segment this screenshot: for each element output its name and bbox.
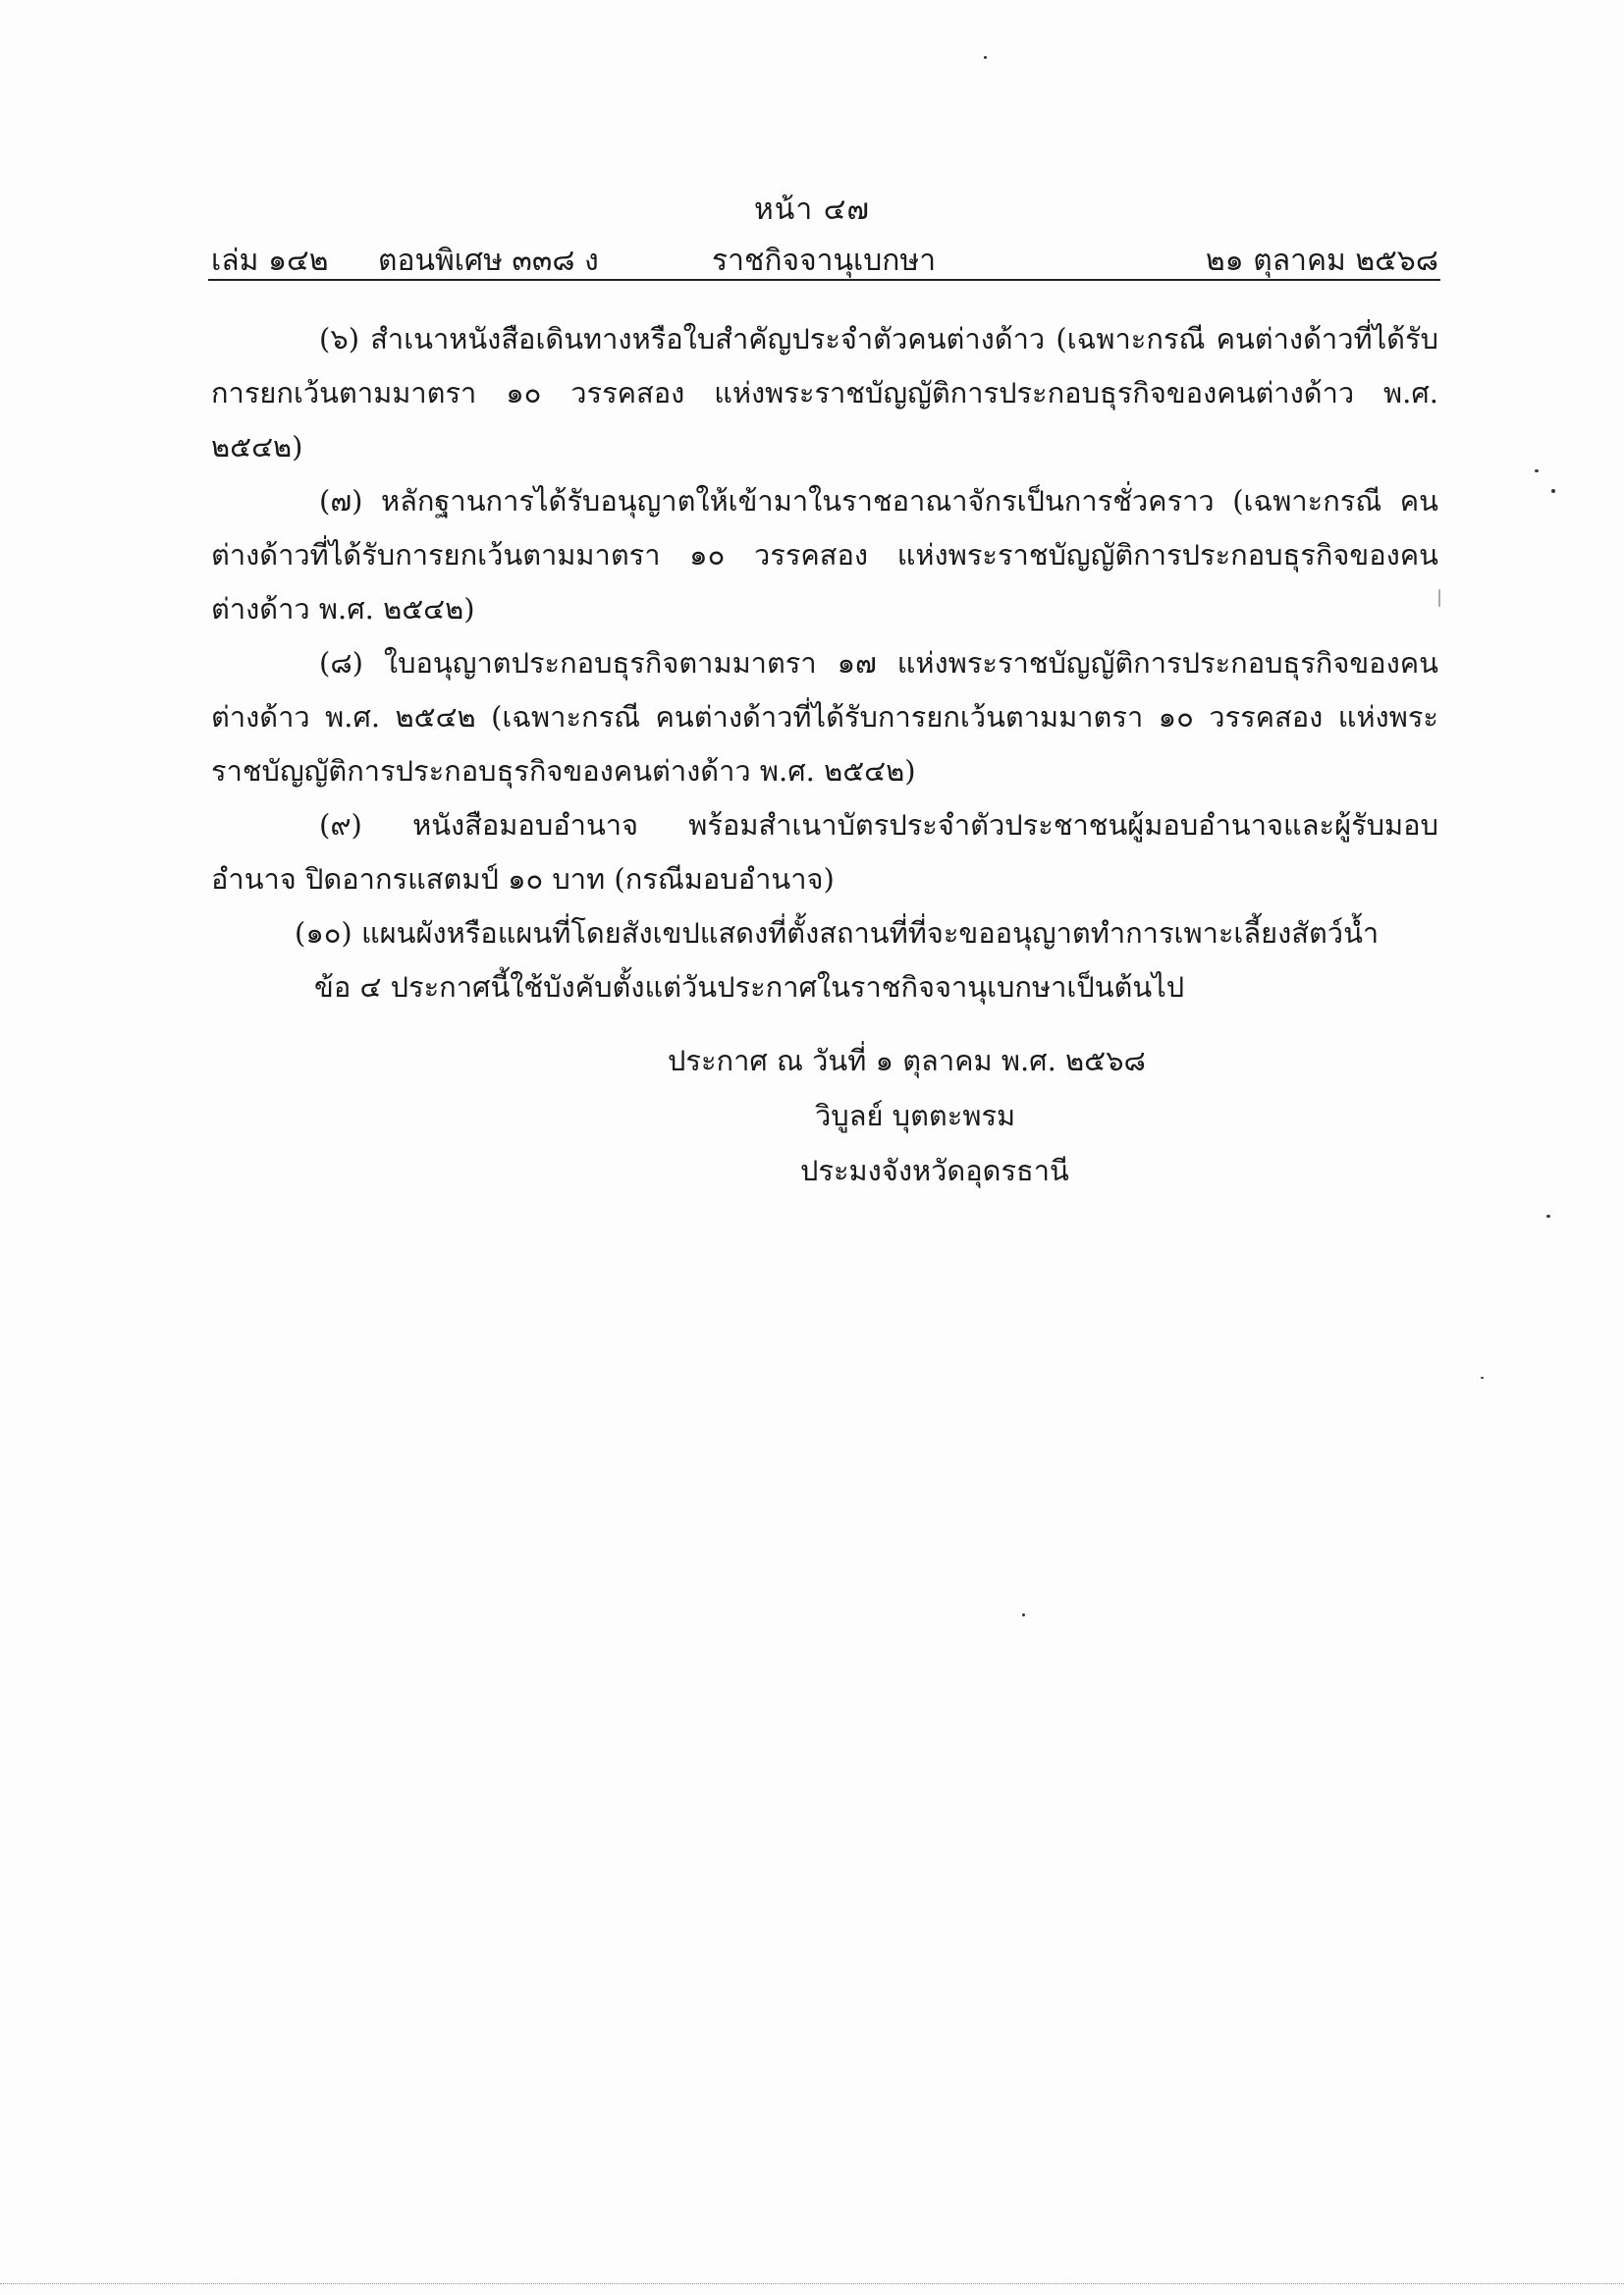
scan-speck: [1022, 1613, 1025, 1616]
announcement-date: ประกาศ ณ วันที่ ๑ ตุลาคม พ.ศ. ๒๕๖๘: [668, 1044, 1146, 1077]
item-7: (๗) หลักฐานการได้รับอนุญาตให้เข้ามาในราชอาณาจักรเป็นการชั่วคราว (เฉพาะกรณี คนต่างด้าวที่ได้รับการยกเว้นตามมาตรา ๑๐ วรรคสอง แห่งพระราชบัญญัติการประกอบธุรกิจของคนต่างด้าว พ.ศ. ๒๕๔๒): [211, 484, 1438, 626]
scan-speck: [1535, 469, 1539, 472]
scan-speck: [1438, 589, 1440, 607]
item-6: (๖) สำเนาหนังสือเดินทางหรือใบสำคัญประจำตัวคนต่างด้าว (เฉพาะกรณี คนต่างด้าวที่ได้รับการยกเว้นตามมาตรา ๑๐ วรรคสอง แห่งพระราชบัญญัติการประกอบธุรกิจของคนต่างด้าว พ.ศ. ๒๕๔๒): [211, 322, 1438, 464]
scan-bottom-edge: [0, 2283, 1624, 2286]
header-divider: [208, 279, 1440, 281]
clause-4: ข้อ ๔ ประกาศนี้ใช้บังคับตั้งแต่วันประกาศในราชกิจจานุเบกษาเป็นต้นไป: [314, 970, 1185, 1004]
signature-block: [668, 1033, 1355, 1198]
item-10: (๑๐) แผนผังหรือแผนที่โดยสังเขปแสดงที่ตั้งสถานที่ที่จะขออนุญาตทำการเพาะเลี้ยงสัตว์น้ำ: [295, 916, 1380, 950]
scan-speck: [1546, 1215, 1550, 1218]
page-number: หน้า ๔๗: [754, 192, 870, 227]
scan-speck: [1481, 1377, 1484, 1379]
gazette-header: [211, 238, 1438, 281]
scan-speck: [984, 56, 987, 59]
scan-speck: [1551, 489, 1555, 493]
publication-date: ๒๑ ตุลาคม ๒๕๖๘: [1205, 244, 1438, 278]
item-8: (๘) ใบอนุญาตประกอบธุรกิจตามมาตรา ๑๗ แห่งพระราชบัญญัติการประกอบธุรกิจของคนต่างด้าว พ.ศ. ๒๕๔๒ (เฉพาะกรณี คนต่างด้าวที่ได้รับการยกเว้นตามมาตรา ๑๐ วรรคสอง แห่งพระราชบัญญัติการประกอบธุรกิจของคนต่างด้าว พ.ศ. ๒๕๔๒): [211, 646, 1438, 788]
signatory-name: วิบูลย์ บุตตะพรม: [815, 1099, 1016, 1132]
gazette-name: ราชกิจจานุเบกษา: [712, 244, 937, 278]
volume-number: เล่ม ๑๔๒: [211, 244, 329, 278]
document-body: [211, 312, 1438, 1014]
item-9: (๙) หนังสือมอบอำนาจ พร้อมสำเนาบัตรประจำตัวประชาชนผู้มอบอำนาจและผู้รับมอบอำนาจ ปิดอากรแสตมป์ ๑๐ บาท (กรณีมอบอำนาจ): [211, 808, 1438, 896]
issue-number: ตอนพิเศษ ๓๓๘ ง: [378, 244, 599, 278]
signatory-title: ประมงจังหวัดอุดรธานี: [800, 1154, 1069, 1187]
